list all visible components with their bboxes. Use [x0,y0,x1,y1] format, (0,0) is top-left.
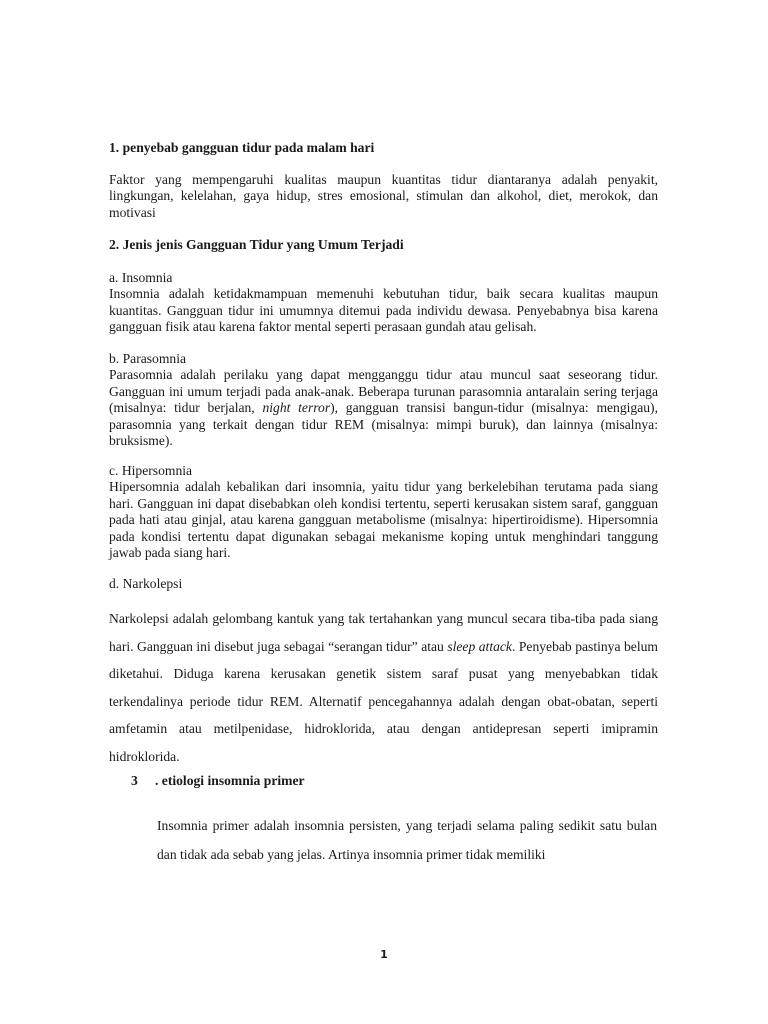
section-3-body: Insomnia primer adalah insomnia persisten, yang terjadi selama paling sedikit satu bulan dan tidak ada sebab yang jelas. Artinya insomnia primer tidak memiliki [157,818,657,862]
parasomnia-body-part-2: ), gangguan transisi bangun-tidur (misalnya: mengigau), parasomnia yang terkait dengan tidur REM (misalnya: mimpi buruk), dan lainnya (misalnya: bruksisme). [109,400,658,449]
section-3-heading [131,773,305,789]
section-1-heading: 1. penyebab gangguan tidur pada malam hari [109,140,375,155]
page-number: 1 [380,948,388,961]
parasomnia-body [109,367,658,449]
narkolepsi-title: d. Narkolepsi [109,576,183,591]
narkolepsi-body-part-2: . Penyebab pastinya belum diketahui. Diduga karena kerusakan genetik sistem saraf pusat yang menyebabkan tidak terkendalinya periode tidur REM. Alternatif pencegahannya adalah dengan obat-obatan, seperti amfetamin atau metilpenidase, hidroklorida, atau dengan antidepresan seperti imipramin hidroklorida. [109,638,658,764]
parasomnia-subsection [109,351,658,449]
hipersomnia-body: Hipersomnia adalah kebalikan dari insomnia, yaitu tidur yang berkelebihan terutama pada siang hari. Gangguan ini dapat disebabkan oleh kondisi tertentu, seperti kerusakan sistem saraf, gangguan pada hati atau ginjal, atau karena gangguan metabolisme (misalnya: hipertiroidisme). Hipersomnia pada kondisi tertentu dapat digunakan sebagai mekanisme koping untuk menghindari tanggung jawab pada siang hari. [109,479,658,561]
narkolepsi-body-italic: sleep attack [447,638,512,654]
hipersomnia-title: c. Hipersomnia [109,463,193,478]
section-3-title: . etiologi insomnia primer [155,773,305,788]
section-2-heading: 2. Jenis jenis Gangguan Tidur yang Umum Terjadi [109,237,404,252]
insomnia-title: a. Insomnia [109,270,173,285]
parasomnia-body-part-1: Parasomnia adalah perilaku yang dapat mengganggu tidur atau muncul saat seseorang tidur. Gangguan ini umum terjadi pada anak-anak. Beberapa turunan parasomnia antaralain sering terjaga (misalnya: tidur berjalan, [109,367,658,416]
parasomnia-title: b. Parasomnia [109,351,187,366]
insomnia-subsection [109,270,658,336]
hipersomnia-subsection [109,463,658,561]
insomnia-body: Insomnia adalah ketidakmampuan memenuhi kebutuhan tidur, baik secara kualitas maupun kuantitas. Gangguan tidur ini umumnya ditemui pada individu dewasa. Penyebabnya bisa karena gangguan fisik atau karena faktor mental seperti perasaan gundah atau gelisah. [109,286,658,335]
section-1-body: Faktor yang mempengaruhi kualitas maupun kuantitas tidur diantaranya adalah penyakit, lingkungan, kelelahan, gaya hidup, stres emosional, stimulan dan alkohol, diet, merokok, dan motivasi [109,172,658,220]
narkolepsi-body-part-1: Narkolepsi adalah gelombang kantuk yang tak tertahankan yang muncul secara tiba-tiba pada siang hari. Gangguan ini disebut juga sebagai “serangan tidur” atau [109,611,658,654]
parasomnia-body-italic: night terror [262,400,331,416]
narkolepsi-body [109,605,658,771]
section-3-number: 3 [131,773,138,788]
